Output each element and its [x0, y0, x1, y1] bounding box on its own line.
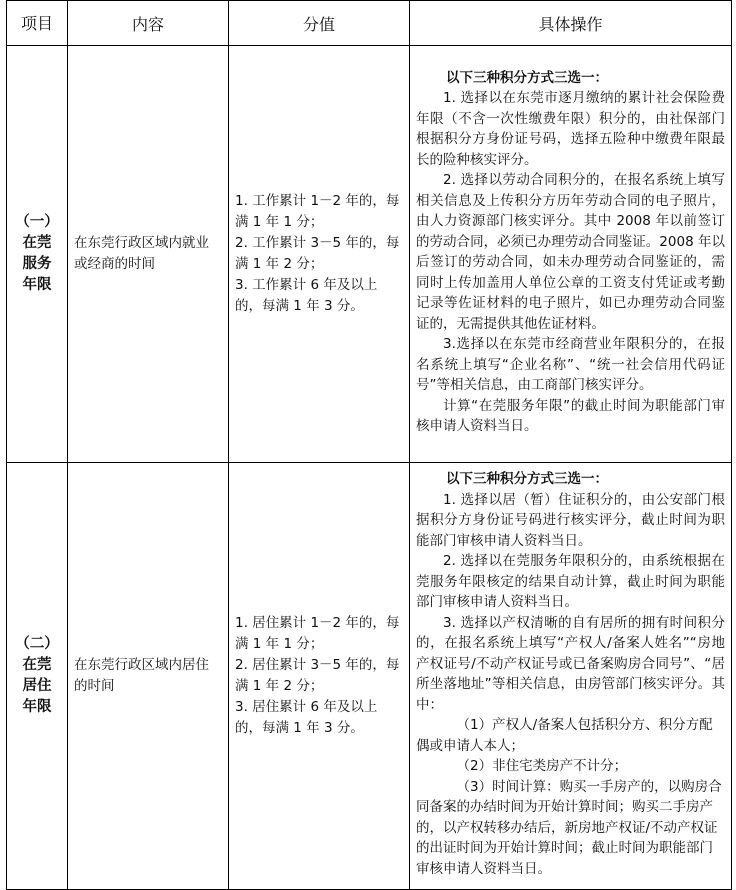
item-line: 在莞	[22, 235, 52, 251]
score-line: 2. 居住累计 3－5 年的，每满 1 年 2 分；	[235, 657, 400, 694]
score-cell	[229, 46, 410, 463]
operation-lead: 以下三种积分方式三选一：	[446, 69, 608, 86]
operation-subitem: （1）产权人/备案人包括积分方、积分方配偶或申请人本人；	[416, 717, 713, 754]
item-line: 年限	[22, 699, 52, 715]
operation-cell	[410, 463, 732, 890]
score-line: 3. 工作累计 6 年及以上的，每满 1 年 3 分。	[235, 277, 378, 314]
item-line: （二）	[15, 636, 59, 652]
item-line: （一）	[15, 214, 59, 230]
operation-subitem: （2）非住宅类房产不计分；	[456, 758, 628, 774]
table-row	[7, 463, 732, 890]
header-score: 分值	[229, 1, 410, 46]
item-line: 居住	[22, 678, 52, 694]
item-line: 年限	[22, 277, 52, 293]
score-line: 1. 工作累计 1－2 年的，每满 1 年 1 分；	[235, 193, 400, 230]
header-item: 项目	[7, 1, 68, 46]
operation-paragraph: 计算“在莞服务年限”的截止时间为职能部门审核申请人资料当日。	[416, 397, 725, 434]
score-line: 1. 居住累计 1－2 年的，每满 1 年 1 分；	[235, 615, 400, 652]
operation-paragraph: 3. 选择以产权清晰的自有居所的拥有时间积分的，在报名系统上填写“产权人/备案人姓名”“房地产权证号/不动产权证号或已备案购房合同号”、“居所坐落地址”等相关信息，由房管部门核实评分。其中：	[416, 614, 725, 713]
table-header-row	[7, 1, 732, 46]
operation-paragraph: 1. 选择以居（暂）住证积分的，由公安部门根据积分方身份证号码进行核实评分，截止时间为职能部门审核申请人资料当日。	[416, 491, 725, 549]
item-cell	[7, 46, 68, 463]
score-cell	[229, 463, 410, 890]
score-line: 2. 工作累计 3－5 年的，每满 1 年 2 分；	[235, 235, 400, 272]
item-cell	[7, 463, 68, 890]
points-table	[6, 0, 732, 890]
header-content: 内容	[68, 1, 229, 46]
operation-paragraph: 3.选择以在东莞市经商营业年限积分的，在报名系统上填写“企业名称”、“统一社会信用代码证号”等相关信息，由工商部门核实评分。	[416, 336, 725, 393]
item-line: 在莞	[22, 657, 52, 673]
operation-paragraph: 2. 选择以在莞服务年限积分的，由系统根据在莞服务年限核定的结果自动计算，截止时间为职能部门审核申请人资料当日。	[416, 553, 725, 610]
header-operation: 具体操作	[410, 1, 732, 46]
score-line: 3. 居住累计 6 年及以上的，每满 1 年 3 分。	[235, 699, 378, 736]
operation-cell	[410, 46, 732, 463]
item-line: 服务	[22, 256, 52, 272]
operation-paragraph: 1. 选择以在东莞市逐月缴纳的累计社会保险费年限（不含一次性缴费年限）积分的，由社保部门根据积分方身份证号码，选择五险种中缴费年限最长的险种核实评分。	[416, 90, 725, 168]
operation-paragraph: 2. 选择以劳动合同积分的，在报名系统上填写相关信息及上传积分方历年劳动合同的电子照片，由人力资源部门核实评分。其中 2008 年以前签订的劳动合同，必须已办理劳动合同鉴证。2008 年以后签订的劳动合同，如未办理劳动合同鉴证的，需同时上传加盖用人单位公章的工资支付凭证或考勤记录等佐证材料的电子照片，如已办理劳动合同鉴证的，无需提供其他佐证材料。	[416, 172, 725, 332]
operation-lead: 以下三种积分方式三选一：	[446, 471, 608, 487]
table-row	[7, 46, 732, 463]
content-cell: 在东莞行政区域内居住的时间	[68, 463, 229, 890]
content-cell: 在东莞行政区域内就业或经商的时间	[68, 46, 229, 463]
operation-subitem: （3）时间计算：购买一手房产的，以购房合同备案的办结时间为开始计算时间；购买二手房产的，以产权转移办结后，新房地产权证/不动产权证的出证时间为开始计算时间；截止时间为职能部门审核申请人资料当日。	[416, 778, 722, 877]
